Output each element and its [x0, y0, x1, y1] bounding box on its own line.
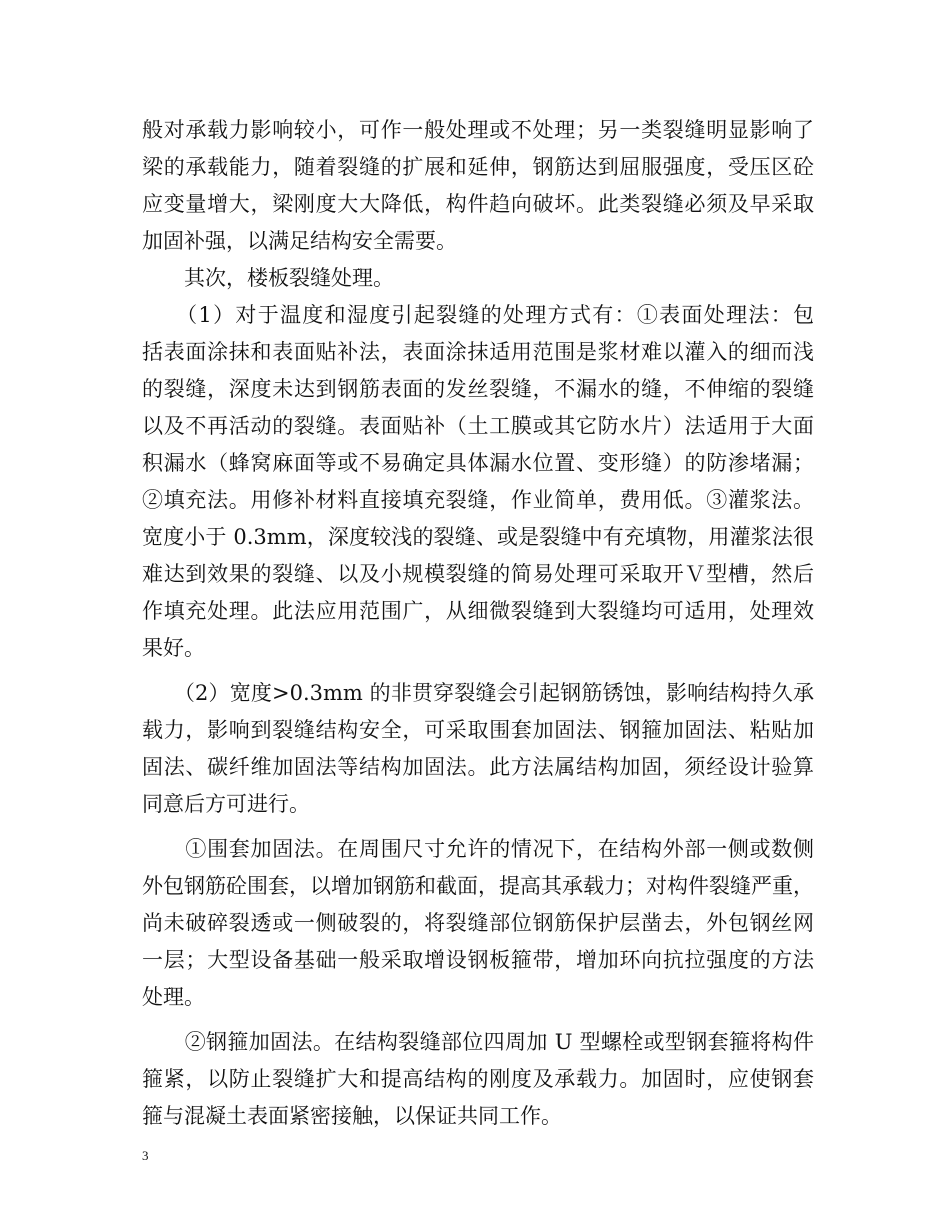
text-line: ②钢箍加固法。在结构裂缝部位四周加 U 型螺栓或型钢套箍将构件 [142, 1030, 814, 1054]
text-line: 一层；大型设备基础一般采取增设钢板箍带，增加环向抗拉强度的方法 [142, 948, 814, 972]
text-line: 的裂缝，深度未达到钢筋表面的发丝裂缝，不漏水的缝，不伸缩的裂缝 [142, 377, 814, 401]
paragraph-spacer [142, 823, 814, 831]
text-line: ①围套加固法。在周围尺寸允许的情况下，在结构外部一侧或数侧 [142, 837, 814, 861]
text-line: 般对承载力影响较小，可作一般处理或不处理；另一类裂缝明显影响了 [142, 118, 814, 142]
text-line: 处理。 [142, 985, 205, 1009]
paragraph-temperature-humidity [142, 297, 814, 667]
text-line: （1）对于温度和湿度引起裂缝的处理方式有：①表面处理法：包 [142, 303, 814, 327]
text-line: 箍紧，以防止裂缝扩大和提高结构的刚度及承载力。加固时，应使钢套 [142, 1067, 814, 1091]
text-line: 积漏水（蜂窝麻面等或不易确定具体漏水位置、变形缝）的防渗堵漏； [142, 451, 814, 475]
text-line: ②填充法。用修补材料直接填充裂缝，作业简单，费用低。③灌浆法。 [142, 488, 814, 512]
paragraph-spacer [142, 667, 814, 675]
text-line: 作填充处理。此法应用范围广，从细微裂缝到大裂缝均可适用，处理效 [142, 599, 814, 623]
paragraph-spacer [142, 1016, 814, 1024]
text-line: 宽度小于 0.3mm，深度较浅的裂缝、或是裂缝中有充填物，用灌浆法很 [142, 525, 814, 549]
text-line: 加固补强，以满足结构安全需要。 [142, 229, 457, 253]
text-line: 箍与混凝土表面紧密接触，以保证共同工作。 [142, 1104, 562, 1128]
paragraph-slab-heading [142, 260, 814, 297]
text-line: 以及不再活动的裂缝。表面贴补（土工膜或其它防水片）法适用于大面 [142, 414, 814, 438]
text-line: 其次，楼板裂缝处理。 [142, 266, 394, 290]
text-line: 固法、碳纤维加固法等结构加固法。此方法属结构加固，须经设计验算 [142, 755, 814, 779]
text-line: （2）宽度>0.3mm 的非贯穿裂缝会引起钢筋锈蚀，影响结构持久承 [142, 681, 814, 705]
paragraph-jacketing-method [142, 831, 814, 1016]
document-body [142, 112, 814, 1135]
text-line: 难达到效果的裂缝、以及小规模裂缝的简易处理可采取开Ｖ型槽，然后 [142, 562, 814, 586]
page-number: 3 [142, 1148, 149, 1163]
text-line: 果好。 [142, 636, 205, 660]
text-line: 尚未破碎裂透或一侧破裂的，将裂缝部位钢筋保护层凿去，外包钢丝网 [142, 911, 814, 935]
text-line: 应变量增大，梁刚度大大降低，构件趋向破坏。此类裂缝必须及早采取 [142, 192, 814, 216]
text-line: 梁的承载能力，随着裂缝的扩展和延伸，钢筋达到屈服强度，受压区砼 [142, 155, 814, 179]
paragraph-steel-hoop-method [142, 1024, 814, 1135]
text-line: 同意后方可进行。 [142, 792, 310, 816]
text-line: 外包钢筋砼围套，以增加钢筋和截面，提高其承载力；对构件裂缝严重， [142, 874, 814, 898]
text-line: 括表面涂抹和表面贴补法，表面涂抹适用范围是浆材难以灌入的细而浅 [142, 340, 814, 364]
paragraph-beam-cracks [142, 112, 814, 260]
text-line: 载力，影响到裂缝结构安全，可采取围套加固法、钢箍加固法、粘贴加 [142, 718, 814, 742]
paragraph-wide-cracks [142, 675, 814, 823]
